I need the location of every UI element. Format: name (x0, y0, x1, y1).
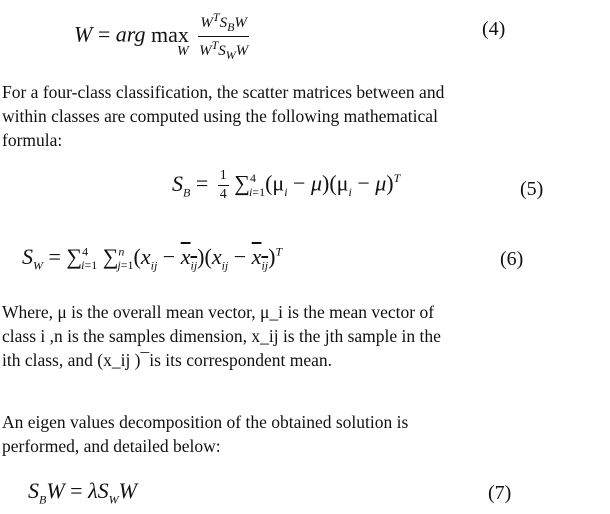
paragraph-eigen-line-2: performed, and detailed below: (2, 436, 221, 456)
paragraph-eigen-line-1: An eigen values decomposition of the obtained solution is (2, 412, 409, 432)
paragraph-definitions-line-3: ith class, and (x_ij )¯is its correspondent mean. (2, 350, 332, 370)
equation-7: $S_BW = \lambda S_WW$ (28, 478, 137, 507)
paragraph-intro-line-3: formula: (2, 130, 63, 150)
paragraph-definitions-line-1: Where, μ is the overall mean vector, μ_i is the mean vector of (2, 302, 435, 322)
equation-7-number: (7) (488, 482, 512, 504)
equation-6-number: (6) (500, 248, 524, 270)
argmax-operator: max W (151, 21, 189, 59)
paragraph-intro-line-2: within classes are computed using the following mathematical (2, 106, 438, 126)
equation-4-number: (4) (482, 18, 506, 40)
equation-4-fraction: $\frac{W^TS_BW}{W^TS_WW}$ (199, 10, 249, 62)
paragraph-definitions-line-2: class i ,n is the samples dimension, x_ij is the jth sample in the (2, 326, 441, 346)
equation-5-number: (5) (520, 178, 544, 200)
equation-5: $S_B$ = $\frac{1}{4}$ $\sum^4_{i=1}(\mu_i - \mu)(\mu_i - \mu)^T$ (172, 168, 401, 202)
paragraph-intro-line-1: For a four-class classification, the scatter matrices between and (2, 82, 445, 102)
equation-6: $S_W = \sum^4_{i=1}$ $\sum^n_{j=1}(x_{ij} - x_{ij})(x_{ij} - x_{ij})^T$ (22, 244, 283, 273)
equation-4: W = arg max W $\frac{W^TS_BW}{W^TS_WW}$ (74, 10, 249, 62)
paragraph-intro (2, 80, 584, 152)
paragraph-eigen (2, 410, 584, 458)
paragraph-definitions (2, 300, 584, 372)
